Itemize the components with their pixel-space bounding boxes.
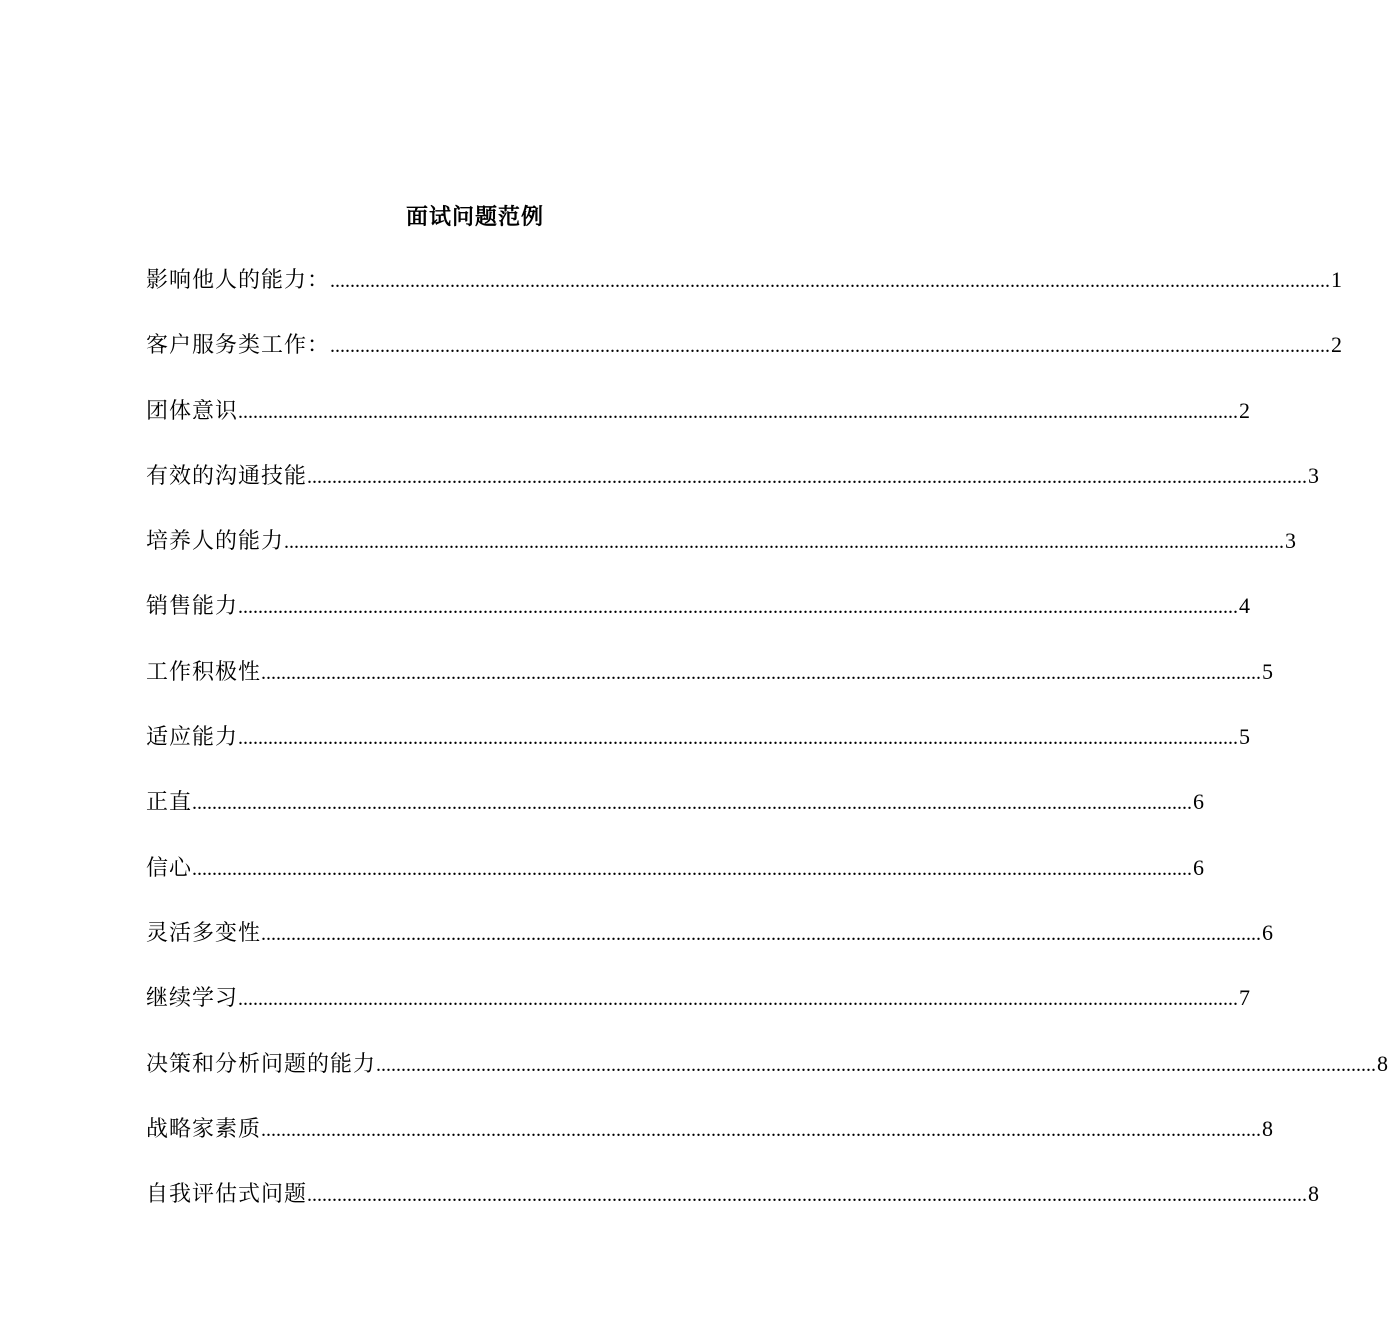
- toc-entry-page: 2: [1239, 397, 1251, 423]
- toc-leader-dots: ........................................................................................................................................................................................................: [238, 400, 1239, 423]
- toc-entry[interactable]: [146, 456, 1320, 521]
- toc-entry-label: 正直: [146, 790, 193, 816]
- toc-entry-page: 2: [1331, 332, 1343, 358]
- toc-entry-page: 6: [1193, 854, 1205, 880]
- toc-leader-dots: ........................................................................................................................................................................................................: [376, 1053, 1377, 1076]
- toc-entry-label: 培养人的能力: [146, 529, 285, 555]
- toc-entry[interactable]: [146, 848, 1205, 913]
- toc-leader-dots: ........................................................................................................................................................................................................: [261, 922, 1262, 945]
- toc-leader-dots: ........................................................................................................................................................................................................: [307, 465, 1308, 488]
- toc-entry-label: 适应能力: [146, 725, 239, 751]
- toc-entry-page: 8: [1262, 1115, 1274, 1141]
- toc-entry-page: 3: [1285, 528, 1297, 554]
- toc-entry-label: 影响他人的能力：: [146, 268, 331, 293]
- toc-entry[interactable]: [146, 391, 1251, 456]
- toc-entry[interactable]: [146, 586, 1251, 651]
- toc-entry-label: 信心: [146, 855, 193, 881]
- toc-leader-dots: ........................................................................................................................................................................................................: [330, 335, 1331, 358]
- toc-entry[interactable]: [146, 325, 1343, 390]
- toc-entry[interactable]: [146, 1109, 1274, 1174]
- toc-entry[interactable]: [146, 1044, 1388, 1109]
- toc-entry-label: 灵活多变性: [146, 920, 262, 946]
- toc-leader-dots: ........................................................................................................................................................................................................: [261, 1118, 1262, 1141]
- toc-entry-label: 有效的沟通技能: [146, 463, 308, 489]
- toc-entry-page: 7: [1239, 985, 1251, 1011]
- toc-leader-dots: ........................................................................................................................................................................................................: [238, 727, 1239, 750]
- toc-entry-page: 4: [1239, 593, 1251, 619]
- toc-entry[interactable]: [146, 1174, 1320, 1239]
- toc-entry-page: 5: [1262, 658, 1274, 684]
- toc-leader-dots: ........................................................................................................................................................................................................: [238, 596, 1239, 619]
- toc-entry-label: 战略家素质: [146, 1116, 262, 1142]
- toc-entry-label: 团体意识: [146, 398, 239, 424]
- toc-leader-dots: ........................................................................................................................................................................................................: [284, 531, 1285, 554]
- toc-leader-dots: ........................................................................................................................................................................................................: [330, 270, 1331, 292]
- toc-entry-label: 自我评估式问题: [146, 1182, 308, 1208]
- toc-leader-dots: ........................................................................................................................................................................................................: [307, 1184, 1308, 1207]
- toc-entry-page: 6: [1193, 789, 1205, 815]
- toc-leader-dots: ........................................................................................................................................................................................................: [192, 792, 1193, 815]
- toc-entry-label: 决策和分析问题的能力: [146, 1051, 377, 1077]
- toc-entry-page: 6: [1262, 919, 1274, 945]
- toc-entry[interactable]: [146, 717, 1251, 782]
- document-title: 面试问题范例: [405, 205, 544, 230]
- toc-leader-dots: ........................................................................................................................................................................................................: [238, 988, 1239, 1011]
- toc-entry-page: 8: [1308, 1181, 1320, 1207]
- toc-entry-label: 继续学习: [146, 986, 239, 1012]
- table-of-contents: [146, 260, 1388, 1239]
- toc-entry-page: 3: [1308, 462, 1320, 488]
- toc-entry[interactable]: [146, 782, 1205, 847]
- toc-entry-page: 8: [1377, 1050, 1388, 1076]
- toc-entry[interactable]: [146, 260, 1343, 325]
- toc-leader-dots: ........................................................................................................................................................................................................: [192, 857, 1193, 880]
- toc-leader-dots: ........................................................................................................................................................................................................: [261, 661, 1262, 684]
- toc-entry-label: 销售能力: [146, 594, 239, 620]
- toc-entry[interactable]: [146, 652, 1274, 717]
- toc-entry[interactable]: [146, 521, 1297, 586]
- toc-entry-page: 5: [1239, 724, 1251, 750]
- toc-entry-label: 工作积极性: [146, 659, 262, 685]
- toc-entry[interactable]: [146, 978, 1251, 1043]
- toc-entry-label: 客户服务类工作：: [146, 333, 331, 359]
- toc-entry-page: 1: [1331, 267, 1343, 292]
- toc-entry[interactable]: [146, 913, 1274, 978]
